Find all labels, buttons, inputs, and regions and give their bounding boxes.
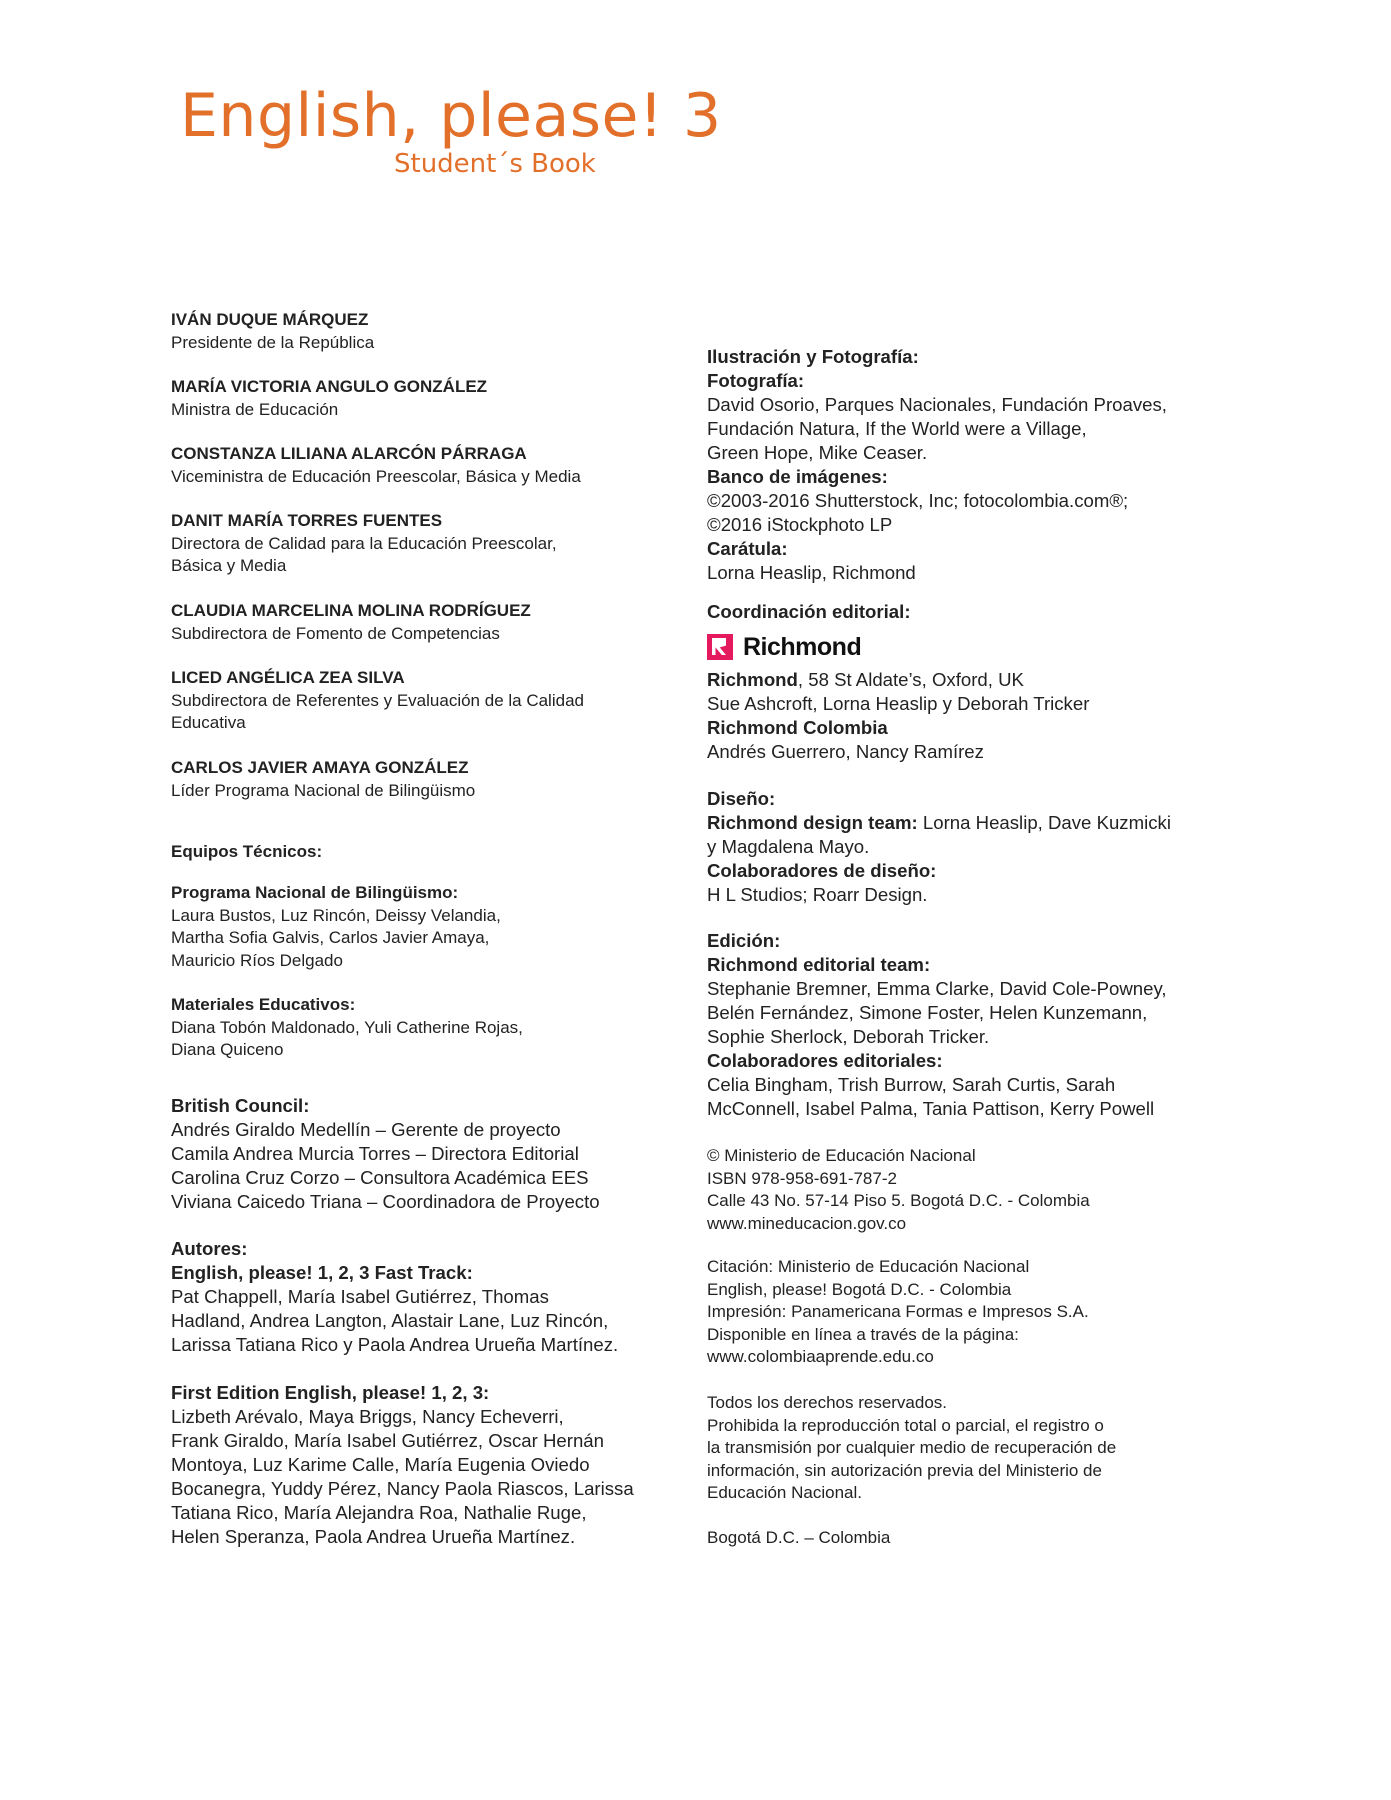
heading: Ilustración y Fotografía: (707, 346, 919, 367)
official-role: Subdirectora de Fomento de Competencias (171, 623, 500, 643)
text-line: Celia Bingham, Trish Burrow, Sarah Curtis, Sarah (707, 1074, 1116, 1095)
subheading: Colaboradores editoriales: (707, 1050, 943, 1071)
subheading: Colaboradores de diseño: (707, 860, 937, 881)
edicion-block (707, 929, 1167, 1121)
text-line: Montoya, Luz Karime Calle, María Eugenia Oviedo (171, 1454, 590, 1475)
ministerio-block (707, 1145, 1090, 1235)
heading: British Council: (171, 1095, 310, 1116)
subheading: Richmond editorial team: (707, 954, 931, 975)
richmond-address-line (707, 668, 1089, 692)
heading: Coordinación editorial: (707, 601, 911, 622)
british-council-block (171, 1094, 600, 1214)
text-line: Helen Speranza, Paola Andrea Urueña Martínez. (171, 1526, 576, 1547)
text-line: Fundación Natura, If the World were a Village, (707, 418, 1087, 439)
text-line: Todos los derechos reservados. (707, 1393, 948, 1412)
richmond-address: , 58 St Aldate’s, Oxford, UK (797, 669, 1024, 690)
text-line: Bocanegra, Yuddy Pérez, Nancy Paola Riascos, Larissa (171, 1478, 634, 1499)
heading: Equipos Técnicos: (171, 842, 323, 861)
city-line (707, 1527, 890, 1550)
official-1 (171, 309, 374, 354)
equipos-heading (171, 841, 322, 864)
richmond-logo (707, 632, 861, 662)
official-2 (171, 376, 487, 421)
official-5 (171, 600, 531, 645)
text-line: Martha Sofia Galvis, Carlos Javier Amaya, (171, 928, 490, 947)
text-line: Larissa Tatiana Rico y Paola Andrea Urueña Martínez. (171, 1334, 619, 1355)
text-line: ©2016 iStockphoto LP (707, 514, 893, 535)
official-3 (171, 443, 581, 488)
text-line: Sue Ashcroft, Lorna Heaslip y Deborah Tricker (707, 693, 1090, 714)
design-team-line (707, 811, 1171, 835)
text-line: Viviana Caicedo Triana – Coordinadora de Proyecto (171, 1191, 600, 1212)
text-line: Green Hope, Mike Ceaser. (707, 442, 928, 463)
official-name: MARÍA VICTORIA ANGULO GONZÁLEZ (171, 377, 488, 396)
text-line: English, please! Bogotá D.C. - Colombia (707, 1279, 1012, 1299)
official-6 (171, 667, 584, 735)
text-line: H L Studios; Roarr Design. (707, 884, 928, 905)
official-name: DANIT MARÍA TORRES FUENTES (171, 511, 443, 530)
coordinacion-block (707, 668, 1089, 764)
text-line: Pat Chappell, María Isabel Gutiérrez, Thomas (171, 1286, 549, 1307)
programa-block (171, 882, 501, 972)
text-line: © Ministerio de Educación Nacional (707, 1146, 976, 1165)
design-team-names: Lorna Heaslip, Dave Kuzmicki (917, 812, 1171, 833)
text-line: Diana Tobón Maldonado, Yuli Catherine Rojas, (171, 1017, 523, 1037)
text-line: Citación: Ministerio de Educación Nacional (707, 1257, 1030, 1276)
official-4 (171, 510, 557, 578)
official-name: CONSTANZA LILIANA ALARCÓN PÁRRAGA (171, 444, 527, 463)
subheading: Carátula: (707, 538, 788, 559)
website: www.mineducacion.gov.co (707, 1213, 907, 1233)
text-line: y Magdalena Mayo. (707, 836, 870, 857)
text-line: Belén Fernández, Simone Foster, Helen Kunzemann, (707, 1002, 1148, 1023)
design-team-label: Richmond design team: (707, 812, 918, 833)
heading: Autores: (171, 1238, 248, 1259)
autores-block (171, 1237, 618, 1357)
text-line: información, sin autorización previa del Ministerio de (707, 1460, 1102, 1480)
text-line: Laura Bustos, Luz Rincón, Deissy Velandia, (171, 905, 501, 925)
text-line: la transmisión por cualquier medio de recuperación de (707, 1438, 1117, 1457)
richmond-logo-text: Richmond (743, 633, 862, 661)
text-line: Hadland, Andrea Langton, Alastair Lane, Luz Rincón, (171, 1310, 609, 1331)
heading: Materiales Educativos: (171, 995, 356, 1014)
text-line: Tatiana Rico, María Alejandra Roa, Nathalie Ruge, (171, 1502, 587, 1523)
subheading: Banco de imágenes: (707, 466, 888, 487)
text-line: Impresión: Panamericana Formas e Impresos S.A. (707, 1302, 1089, 1321)
text-line: Frank Giraldo, María Isabel Gutiérrez, Oscar Hernán (171, 1430, 604, 1451)
official-role: Básica y Media (171, 556, 287, 575)
text-line: David Osorio, Parques Nacionales, Fundación Proaves, (707, 394, 1167, 415)
subheading: English, please! 1, 2, 3 Fast Track: (171, 1262, 473, 1283)
citacion-block (707, 1256, 1089, 1369)
official-name: CARLOS JAVIER AMAYA GONZÁLEZ (171, 758, 469, 777)
address: Calle 43 No. 57-14 Piso 5. Bogotá D.C. - Colombia (707, 1191, 1090, 1210)
official-name: CLAUDIA MARCELINA MOLINA RODRÍGUEZ (171, 601, 531, 620)
text-line: McConnell, Isabel Palma, Tania Pattison, Kerry Powell (707, 1098, 1155, 1119)
ilustracion-block (707, 345, 1167, 585)
text-line: Carolina Cruz Corzo – Consultora Académica EES (171, 1167, 589, 1188)
official-role: Directora de Calidad para la Educación Preescolar, (171, 533, 557, 553)
text-line: Lizbeth Arévalo, Maya Briggs, Nancy Echeverri, (171, 1406, 564, 1427)
official-role: Líder Programa Nacional de Bilingüismo (171, 780, 476, 800)
text-line: Sophie Sherlock, Deborah Tricker. (707, 1026, 990, 1047)
text-line: Andrés Giraldo Medellín – Gerente de proyecto (171, 1119, 561, 1140)
text-line: Bogotá D.C. – Colombia (707, 1528, 891, 1547)
text-line: Disponible en línea a través de la página: (707, 1324, 1019, 1344)
subheading: First Edition English, please! 1, 2, 3: (171, 1382, 490, 1403)
official-role: Subdirectora de Referentes y Evaluación de la Calidad (171, 690, 584, 710)
richmond-bold: Richmond (707, 669, 798, 690)
coordinacion-heading (707, 600, 911, 624)
official-role: Ministra de Educación (171, 399, 339, 419)
text-line: Educación Nacional. (707, 1483, 862, 1502)
materiales-block (171, 994, 523, 1062)
text-line: Camila Andrea Murcia Torres – Directora Editorial (171, 1143, 579, 1164)
richmond-logo-icon (707, 634, 733, 660)
text-line: Mauricio Ríos Delgado (171, 950, 343, 970)
text-line: Stephanie Bremner, Emma Clarke, David Cole-Powney, (707, 978, 1167, 999)
heading: Programa Nacional de Bilingüismo: (171, 883, 459, 902)
derechos-block (707, 1392, 1116, 1505)
website: www.colombiaaprende.edu.co (707, 1347, 934, 1366)
text-line: Diana Quiceno (171, 1040, 284, 1059)
heading: Diseño: (707, 788, 776, 809)
isbn: ISBN 978-958-691-787-2 (707, 1168, 897, 1188)
diseno-block (707, 787, 1171, 907)
text-line: Andrés Guerrero, Nancy Ramírez (707, 741, 984, 762)
official-7 (171, 757, 475, 802)
first-edition-block (171, 1381, 634, 1549)
book-title: English, please! 3 (180, 81, 722, 151)
official-name: LICED ANGÉLICA ZEA SILVA (171, 668, 405, 687)
subheading: Richmond Colombia (707, 717, 888, 738)
text-line: Prohibida la reproducción total o parcial, el registro o (707, 1415, 1104, 1435)
official-role: Viceministra de Educación Preescolar, Básica y Media (171, 466, 581, 486)
text-line: ©2003-2016 Shutterstock, Inc; fotocolombia.com®; (707, 490, 1129, 511)
heading: Edición: (707, 930, 781, 951)
text-line: Lorna Heaslip, Richmond (707, 562, 916, 583)
subheading: Fotografía: (707, 370, 805, 391)
official-name: IVÁN DUQUE MÁRQUEZ (171, 310, 369, 329)
official-role: Educativa (171, 713, 246, 732)
book-subtitle: Student´s Book (394, 149, 596, 179)
official-role: Presidente de la República (171, 332, 375, 352)
